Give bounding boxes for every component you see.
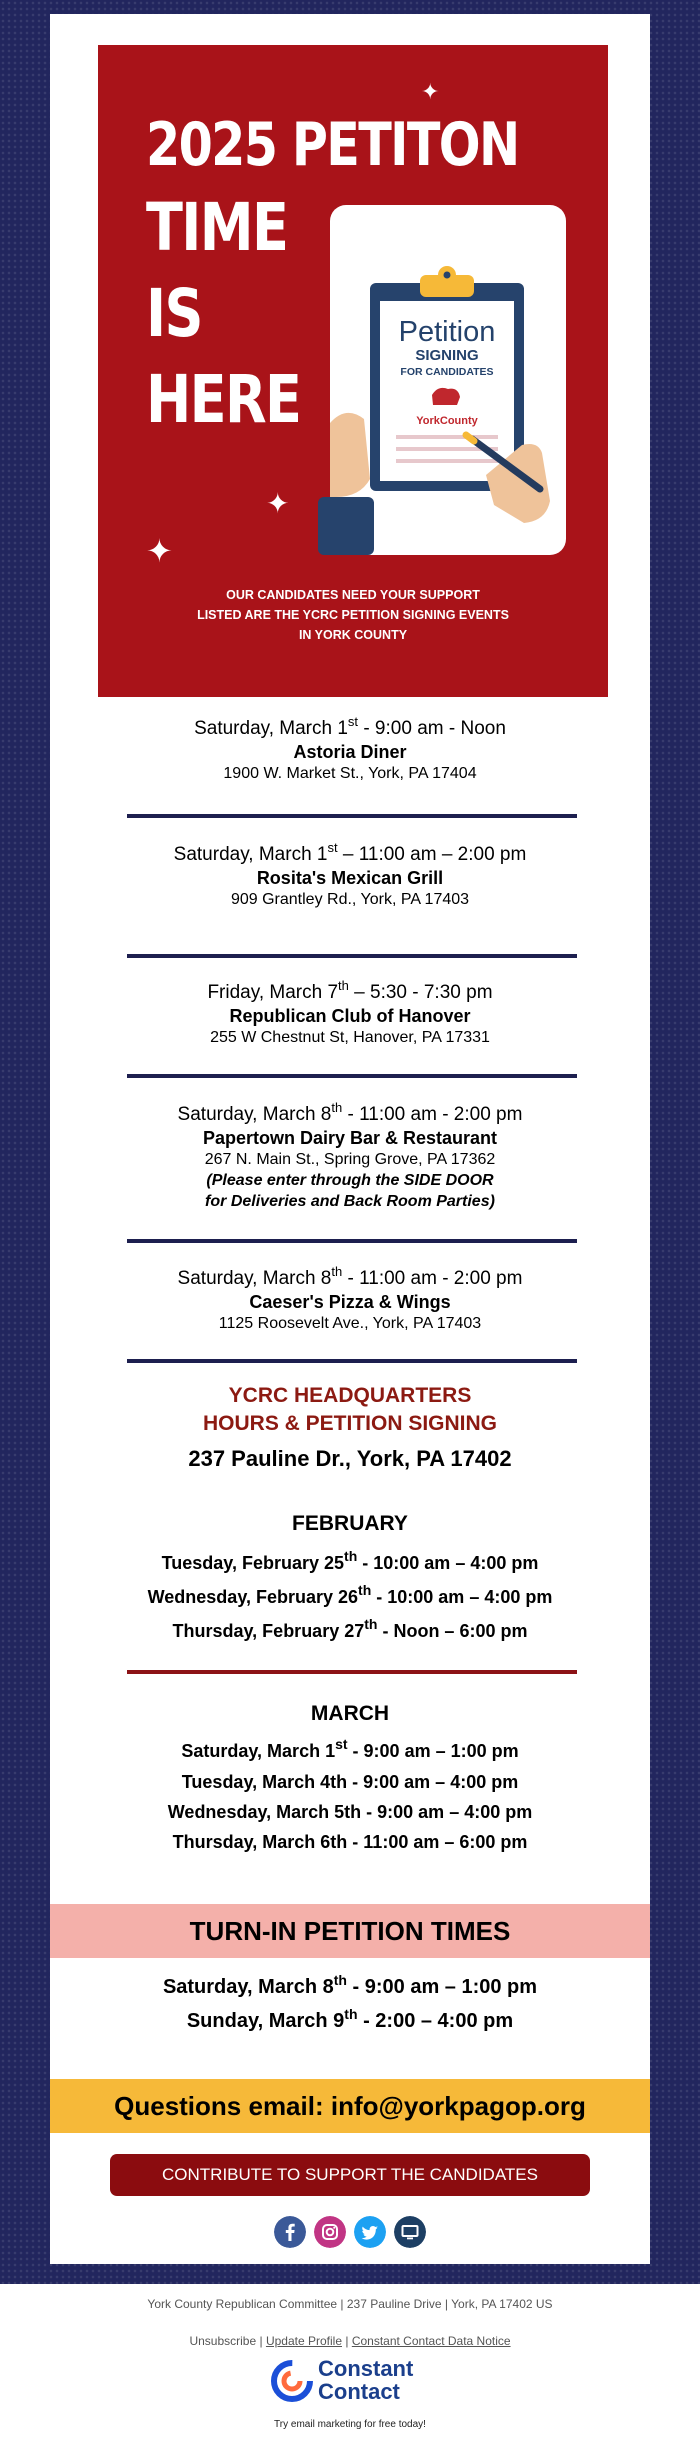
- hero-word-time: TIME: [146, 189, 288, 266]
- turn-in-heading: TURN-IN PETITION TIMES: [50, 1904, 650, 1958]
- event-venue: Rosita's Mexican Grill: [256, 868, 444, 888]
- event-item: [50, 840, 650, 910]
- unsubscribe-link[interactable]: Unsubscribe: [189, 2334, 257, 2348]
- event-venue: Caeser's Pizza & Wings: [249, 1292, 451, 1312]
- event-address: 909 Grantley Rd., York, PA 17403: [230, 891, 470, 908]
- event-note: (Please enter through the SIDE DOOR: [206, 1172, 494, 1189]
- email-card: [50, 14, 650, 2264]
- event-date: Friday, March 7th – 5:30 - 7:30 pm: [207, 978, 493, 1003]
- footer-tagline[interactable]: Try email marketing for free today!: [274, 2419, 426, 2430]
- footer-links: [0, 2334, 700, 2348]
- divider: [127, 814, 577, 818]
- event-venue: Papertown Dairy Bar & Restaurant: [202, 1128, 498, 1148]
- hero-word-is: IS: [146, 275, 202, 352]
- hq-address: 237 Pauline Dr., York, PA 17402: [188, 1446, 512, 1471]
- constant-contact-logo[interactable]: [270, 2357, 435, 2405]
- hq-hours-row: Wednesday, February 26th - 10:00 am – 4:00 pm: [147, 1582, 553, 1607]
- hq-hours-row: Tuesday, March 4th - 9:00 am – 4:00 pm: [181, 1772, 519, 1792]
- event-note: for Deliveries and Back Room Parties): [205, 1193, 495, 1210]
- questions-email-banner[interactable]: Questions email: info@yorkpagop.org: [50, 2079, 650, 2133]
- constant-contact-logo-text: Constant Contact: [318, 2356, 414, 2404]
- event-item: [50, 1100, 650, 1212]
- event-address: 1125 Roosevelt Ave., York, PA 17403: [218, 1315, 482, 1332]
- website-icon[interactable]: [394, 2216, 426, 2248]
- event-address: 255 W Chestnut St, Hanover, PA 17331: [210, 1029, 490, 1046]
- constant-contact-logo-icon: [270, 2359, 314, 2403]
- twitter-icon[interactable]: [354, 2216, 386, 2248]
- event-item: [50, 1264, 650, 1334]
- sparkle-icon: ✦: [421, 79, 440, 104]
- turn-in-row: Sunday, March 9th - 2:00 – 4:00 pm: [186, 2006, 514, 2032]
- clipboard-title: Petition: [398, 316, 496, 348]
- march-label: MARCH: [310, 1702, 390, 1725]
- left-hand-icon: [330, 413, 370, 497]
- event-venue: Astoria Diner: [293, 742, 407, 762]
- event-venue: Republican Club of Hanover: [229, 1006, 471, 1026]
- left-sleeve-icon: [318, 497, 374, 555]
- data-notice-link[interactable]: Constant Contact Data Notice: [351, 2334, 511, 2348]
- divider: [127, 1670, 577, 1674]
- event-item: [50, 714, 650, 784]
- footer-address: York County Republican Committee | 237 Pauline Drive | York, PA 17402 US: [147, 2297, 553, 2311]
- divider: [127, 1239, 577, 1243]
- hq-hours-row: Thursday, March 6th - 11:00 am – 6:00 pm: [172, 1832, 528, 1852]
- hq-hours-row: Saturday, March 1st - 9:00 am – 1:00 pm: [181, 1736, 519, 1761]
- footer-separator: |: [345, 2334, 349, 2348]
- hq-hours-row: Tuesday, February 25th - 10:00 am – 4:00 pm: [161, 1548, 539, 1573]
- event-date: Saturday, March 1st – 11:00 am – 2:00 pm: [173, 840, 527, 865]
- petition-clipboard-illustration: [318, 205, 578, 565]
- hero-support-text: OUR CANDIDATES NEED YOUR SUPPORT LISTED ARE THE YCRC PETITION SIGNING EVENTS IN YORK COUNTY: [197, 588, 509, 642]
- event-address: 1900 W. Market St., York, PA 17404: [223, 765, 477, 782]
- hq-hours-row: Wednesday, March 5th - 9:00 am – 4:00 pm: [167, 1802, 533, 1822]
- divider: [127, 954, 577, 958]
- event-date: Saturday, March 1st - 9:00 am - Noon: [194, 714, 506, 739]
- february-label: FEBRUARY: [292, 1512, 408, 1535]
- hero-title: 2025 PETITON: [146, 110, 519, 180]
- contribute-button[interactable]: CONTRIBUTE TO SUPPORT THE CANDIDATES: [110, 2154, 590, 2196]
- hq-heading: YCRC HEADQUARTERS: [228, 1384, 472, 1407]
- clipboard-subtitle: SIGNING: [415, 347, 479, 364]
- turn-in-row: Saturday, March 8th - 9:00 am – 1:00 pm: [162, 1972, 538, 1998]
- update-profile-link[interactable]: Update Profile: [265, 2334, 342, 2348]
- sparkle-icon: ✦: [266, 488, 290, 519]
- clipboard-subtitle-2: FOR CANDIDATES: [400, 366, 494, 378]
- facebook-icon[interactable]: [274, 2216, 306, 2248]
- elephant-logo-icon: [432, 388, 460, 405]
- divider: [127, 1359, 577, 1363]
- divider: [127, 1074, 577, 1078]
- event-item: [50, 978, 650, 1048]
- hero-banner: [98, 45, 608, 697]
- hq-subheading: HOURS & PETITION SIGNING: [202, 1412, 498, 1435]
- event-address: 267 N. Main St., Spring Grove, PA 17362: [204, 1151, 496, 1168]
- hero-word-here: HERE: [146, 361, 301, 438]
- instagram-icon[interactable]: [314, 2216, 346, 2248]
- event-date: Saturday, March 8th - 11:00 am - 2:00 pm: [177, 1100, 523, 1125]
- clipboard-logo-text: YorkCounty: [416, 415, 478, 427]
- hq-hours-row: Thursday, February 27th - Noon – 6:00 pm: [172, 1616, 528, 1641]
- event-date: Saturday, March 8th - 11:00 am - 2:00 pm: [177, 1264, 523, 1289]
- sparkle-icon: ✦: [146, 533, 173, 569]
- footer-separator: |: [259, 2334, 263, 2348]
